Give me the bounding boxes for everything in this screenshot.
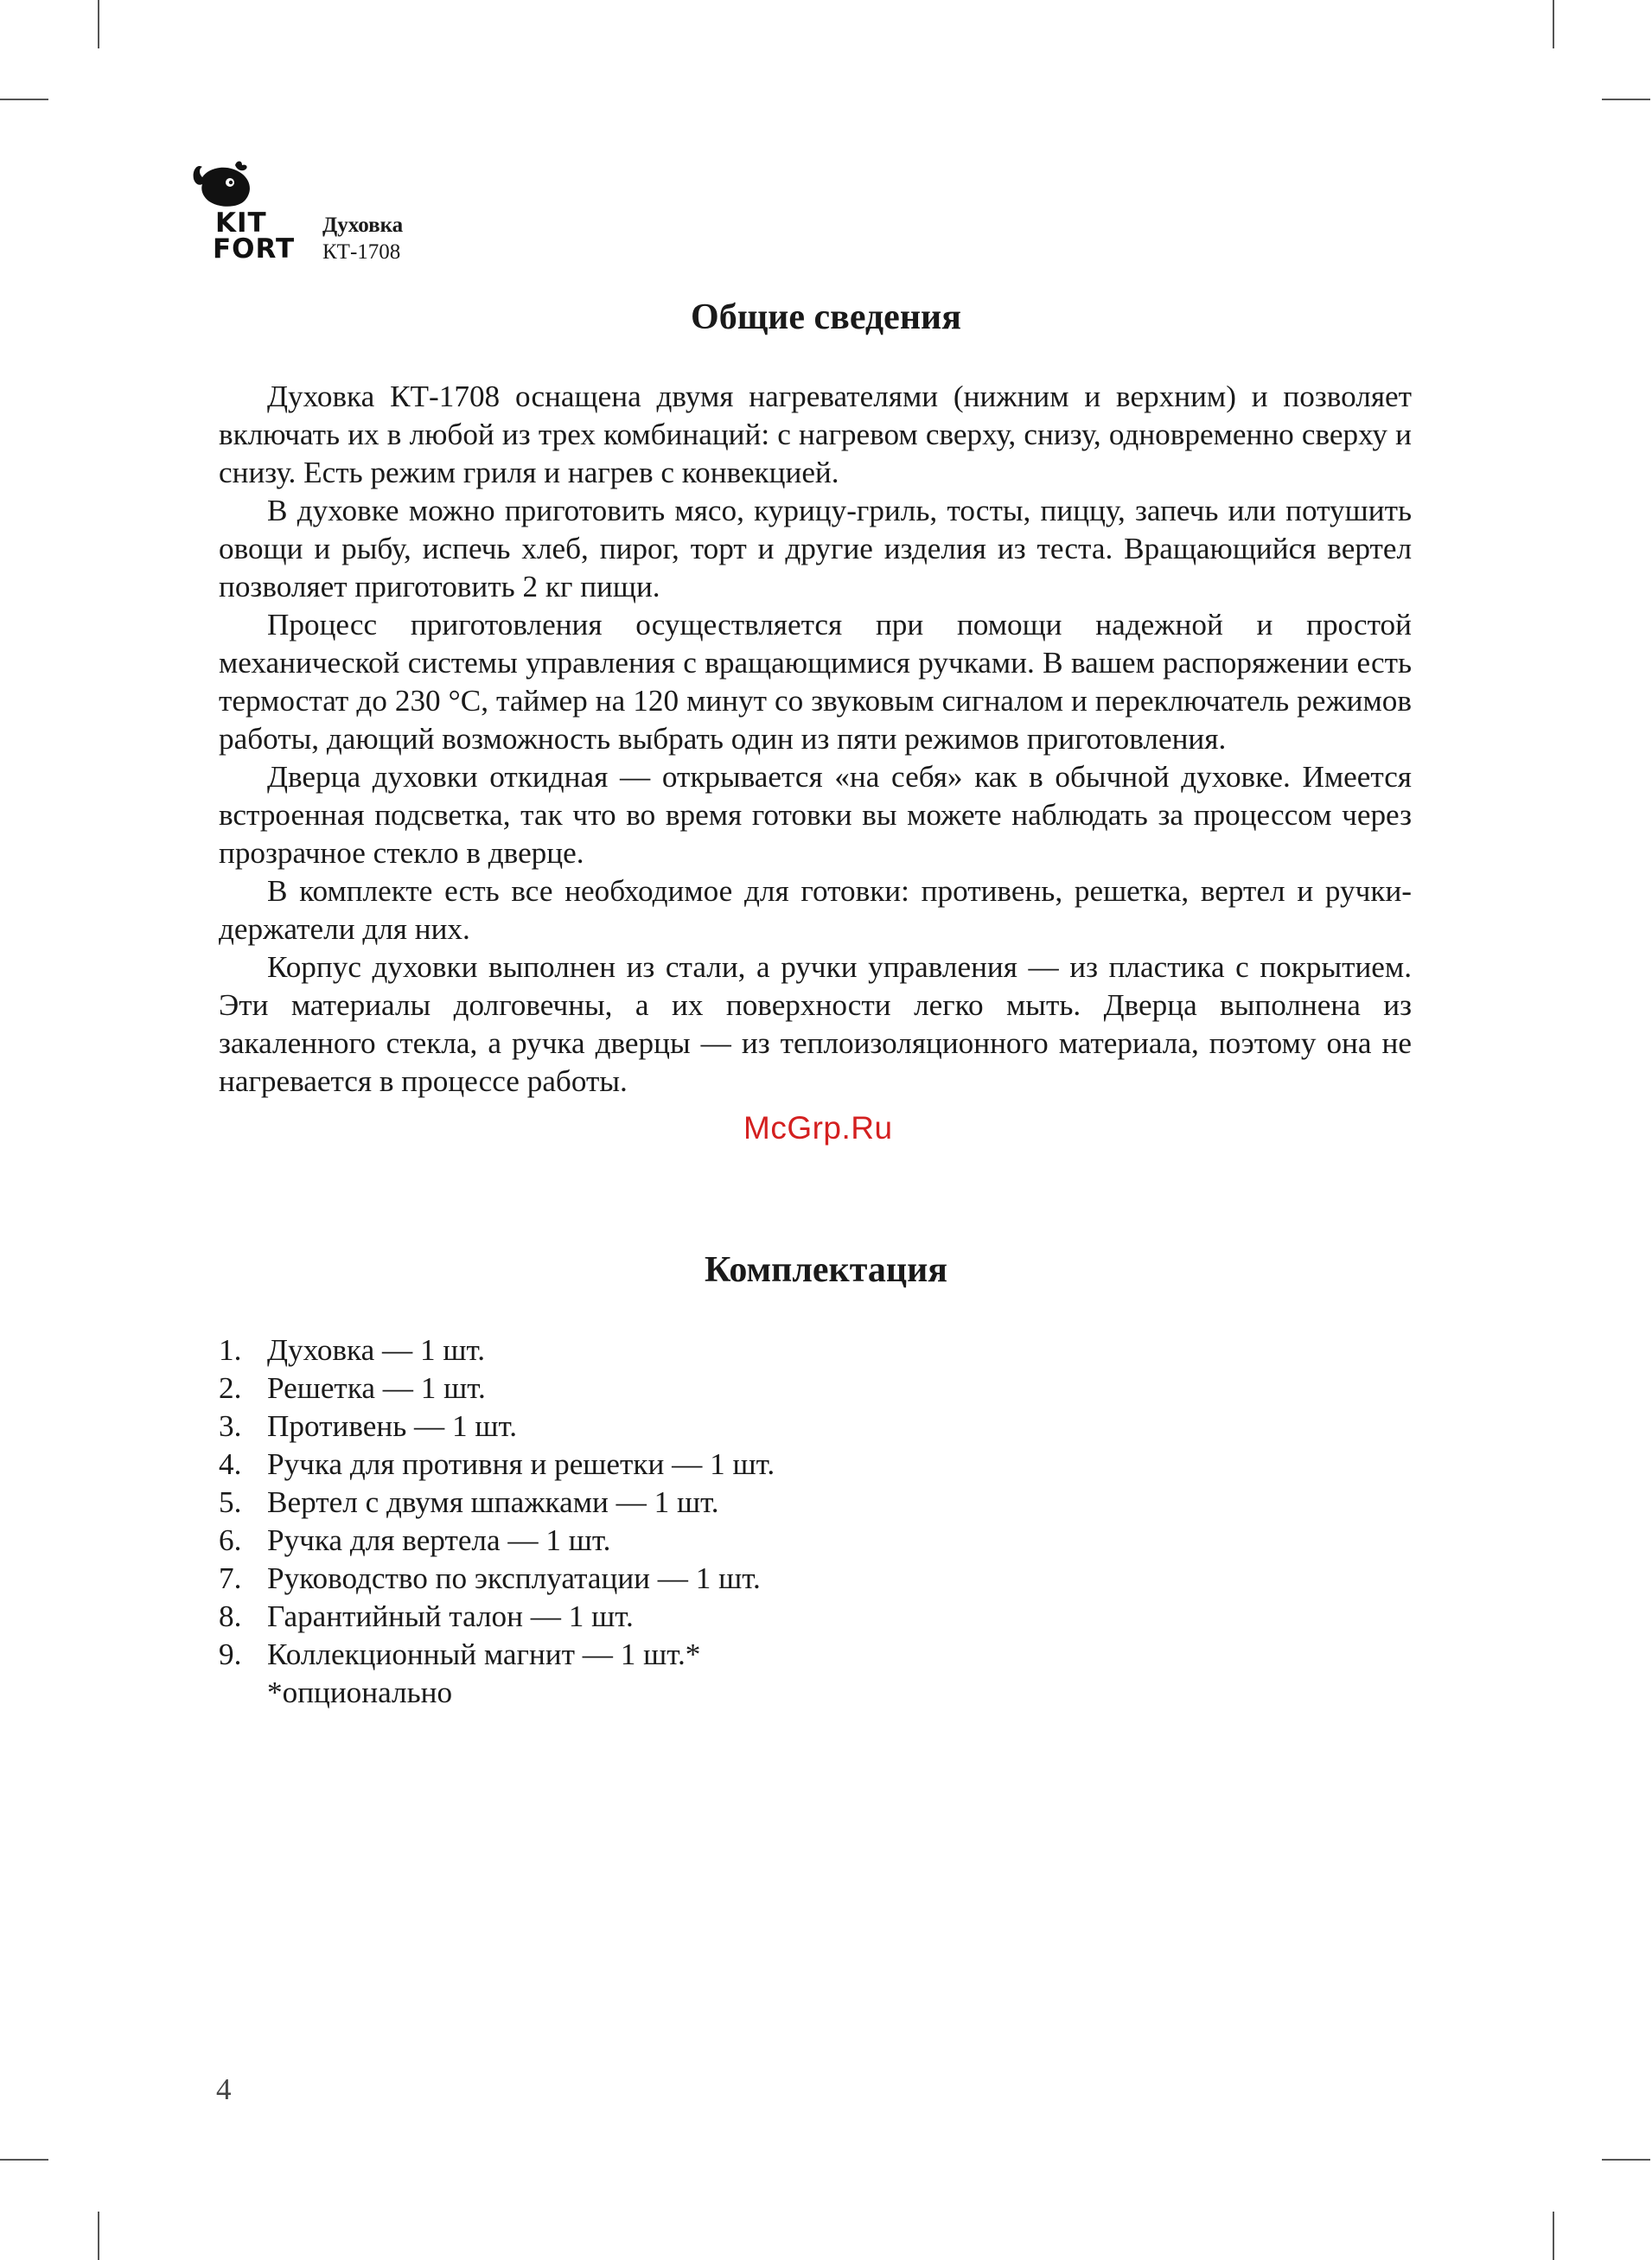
crop-mark	[1602, 99, 1650, 100]
list-item	[219, 1522, 775, 1560]
product-name: Духовка	[322, 214, 404, 237]
item-number: 1.	[219, 1333, 242, 1367]
list-item	[219, 1484, 775, 1522]
section-title-general: Общие сведения	[691, 297, 961, 337]
crop-mark	[98, 2212, 99, 2260]
item-text: Гарантийный талон — 1 шт.	[267, 1599, 634, 1633]
crop-mark	[0, 2159, 48, 2161]
crop-mark	[1553, 0, 1554, 48]
item-number: 4.	[219, 1447, 242, 1481]
paragraph: Духовка КТ-1708 оснащена двумя нагревателями (нижним и верхним) и позволяет включать их в любой из трех комбинаций: с нагревом сверху, снизу, одновременно сверху и снизу. Есть режим гриля и нагрев с конвекцией.	[219, 380, 1412, 489]
item-text: Духовка — 1 шт.	[267, 1333, 486, 1367]
item-text: Ручка для противня и решетки — 1 шт.	[267, 1447, 775, 1481]
list-item	[219, 1560, 775, 1598]
list-item	[219, 1369, 775, 1408]
whale-icon	[190, 160, 277, 212]
kit-footnote: *опционально	[267, 1676, 453, 1709]
page-number: 4	[216, 2072, 232, 2106]
crop-mark	[1553, 2212, 1554, 2260]
item-number: 8.	[219, 1599, 242, 1633]
item-text: Ручка для вертела — 1 шт.	[267, 1523, 611, 1557]
general-body	[219, 378, 1412, 1101]
item-number: 9.	[219, 1638, 242, 1671]
crop-mark	[98, 0, 99, 48]
item-number: 7.	[219, 1561, 242, 1595]
item-text: Коллекционный магнит — 1 шт.*	[267, 1638, 701, 1671]
paragraph: Корпус духовки выполнен из стали, а ручки управления — из пластика с покрытием. Эти материалы долговечны, а их поверхности легко мыть. Дверца выполнена из закаленного стекла, а ручка дверцы — из теплоизоляционного материала, поэтому она не нагревается в процессе работы.	[219, 950, 1412, 1098]
item-number: 3.	[219, 1409, 242, 1443]
paragraph: Процесс приготовления осуществляется при помощи надежной и простой механической системы управления с вращающимися ручками. В вашем распоряжении есть термостат до 230 °С, таймер на 120 минут со звуковым сигналом и переключатель режимов работы, дающий возможность выбрать один из пяти режимов приготовления.	[219, 608, 1412, 756]
list-item	[219, 1598, 775, 1636]
paragraph: В духовке можно приготовить мясо, курицу-гриль, тосты, пиццу, запечь или потушить овощи и рыбу, испечь хлеб, пирог, торт и другие изделия из теста. Вращающийся вертел позволяет приготовить 2 кг пищи.	[219, 494, 1412, 603]
product-info	[322, 212, 403, 265]
page-header	[186, 160, 532, 272]
kit-list	[219, 1331, 775, 1674]
item-number: 2.	[219, 1371, 242, 1405]
item-text: Решетка — 1 шт.	[267, 1371, 486, 1405]
crop-mark	[0, 99, 48, 100]
paragraph: Дверца духовки откидная — открывается «на себя» как в обычной духовке. Имеется встроенная подсветка, так что во время готовки вы можете наблюдать за процессом через прозрачное стекло в дверце.	[219, 760, 1412, 870]
item-number: 6.	[219, 1523, 242, 1557]
kitfort-logo	[186, 160, 307, 268]
product-model: КТ-1708	[322, 240, 401, 264]
list-item	[219, 1446, 775, 1484]
crop-mark	[1602, 2159, 1650, 2161]
item-text: Противень — 1 шт.	[267, 1409, 518, 1443]
brand-line-2: FORT	[213, 233, 296, 265]
item-number: 5.	[219, 1485, 242, 1519]
brand-line-1: KIT	[215, 207, 267, 239]
list-item	[219, 1636, 775, 1674]
watermark: McGrp.Ru	[743, 1110, 893, 1146]
item-text: Руководство по эксплуатации — 1 шт.	[267, 1561, 761, 1595]
item-text: Вертел с двумя шпажками — 1 шт.	[267, 1485, 719, 1519]
section-title-kit: Комплектация	[704, 1250, 948, 1290]
list-item	[219, 1408, 775, 1446]
paragraph: В комплекте есть все необходимое для готовки: противень, решетка, вертел и ручки-держатели для них.	[219, 874, 1412, 946]
list-item	[219, 1331, 775, 1369]
